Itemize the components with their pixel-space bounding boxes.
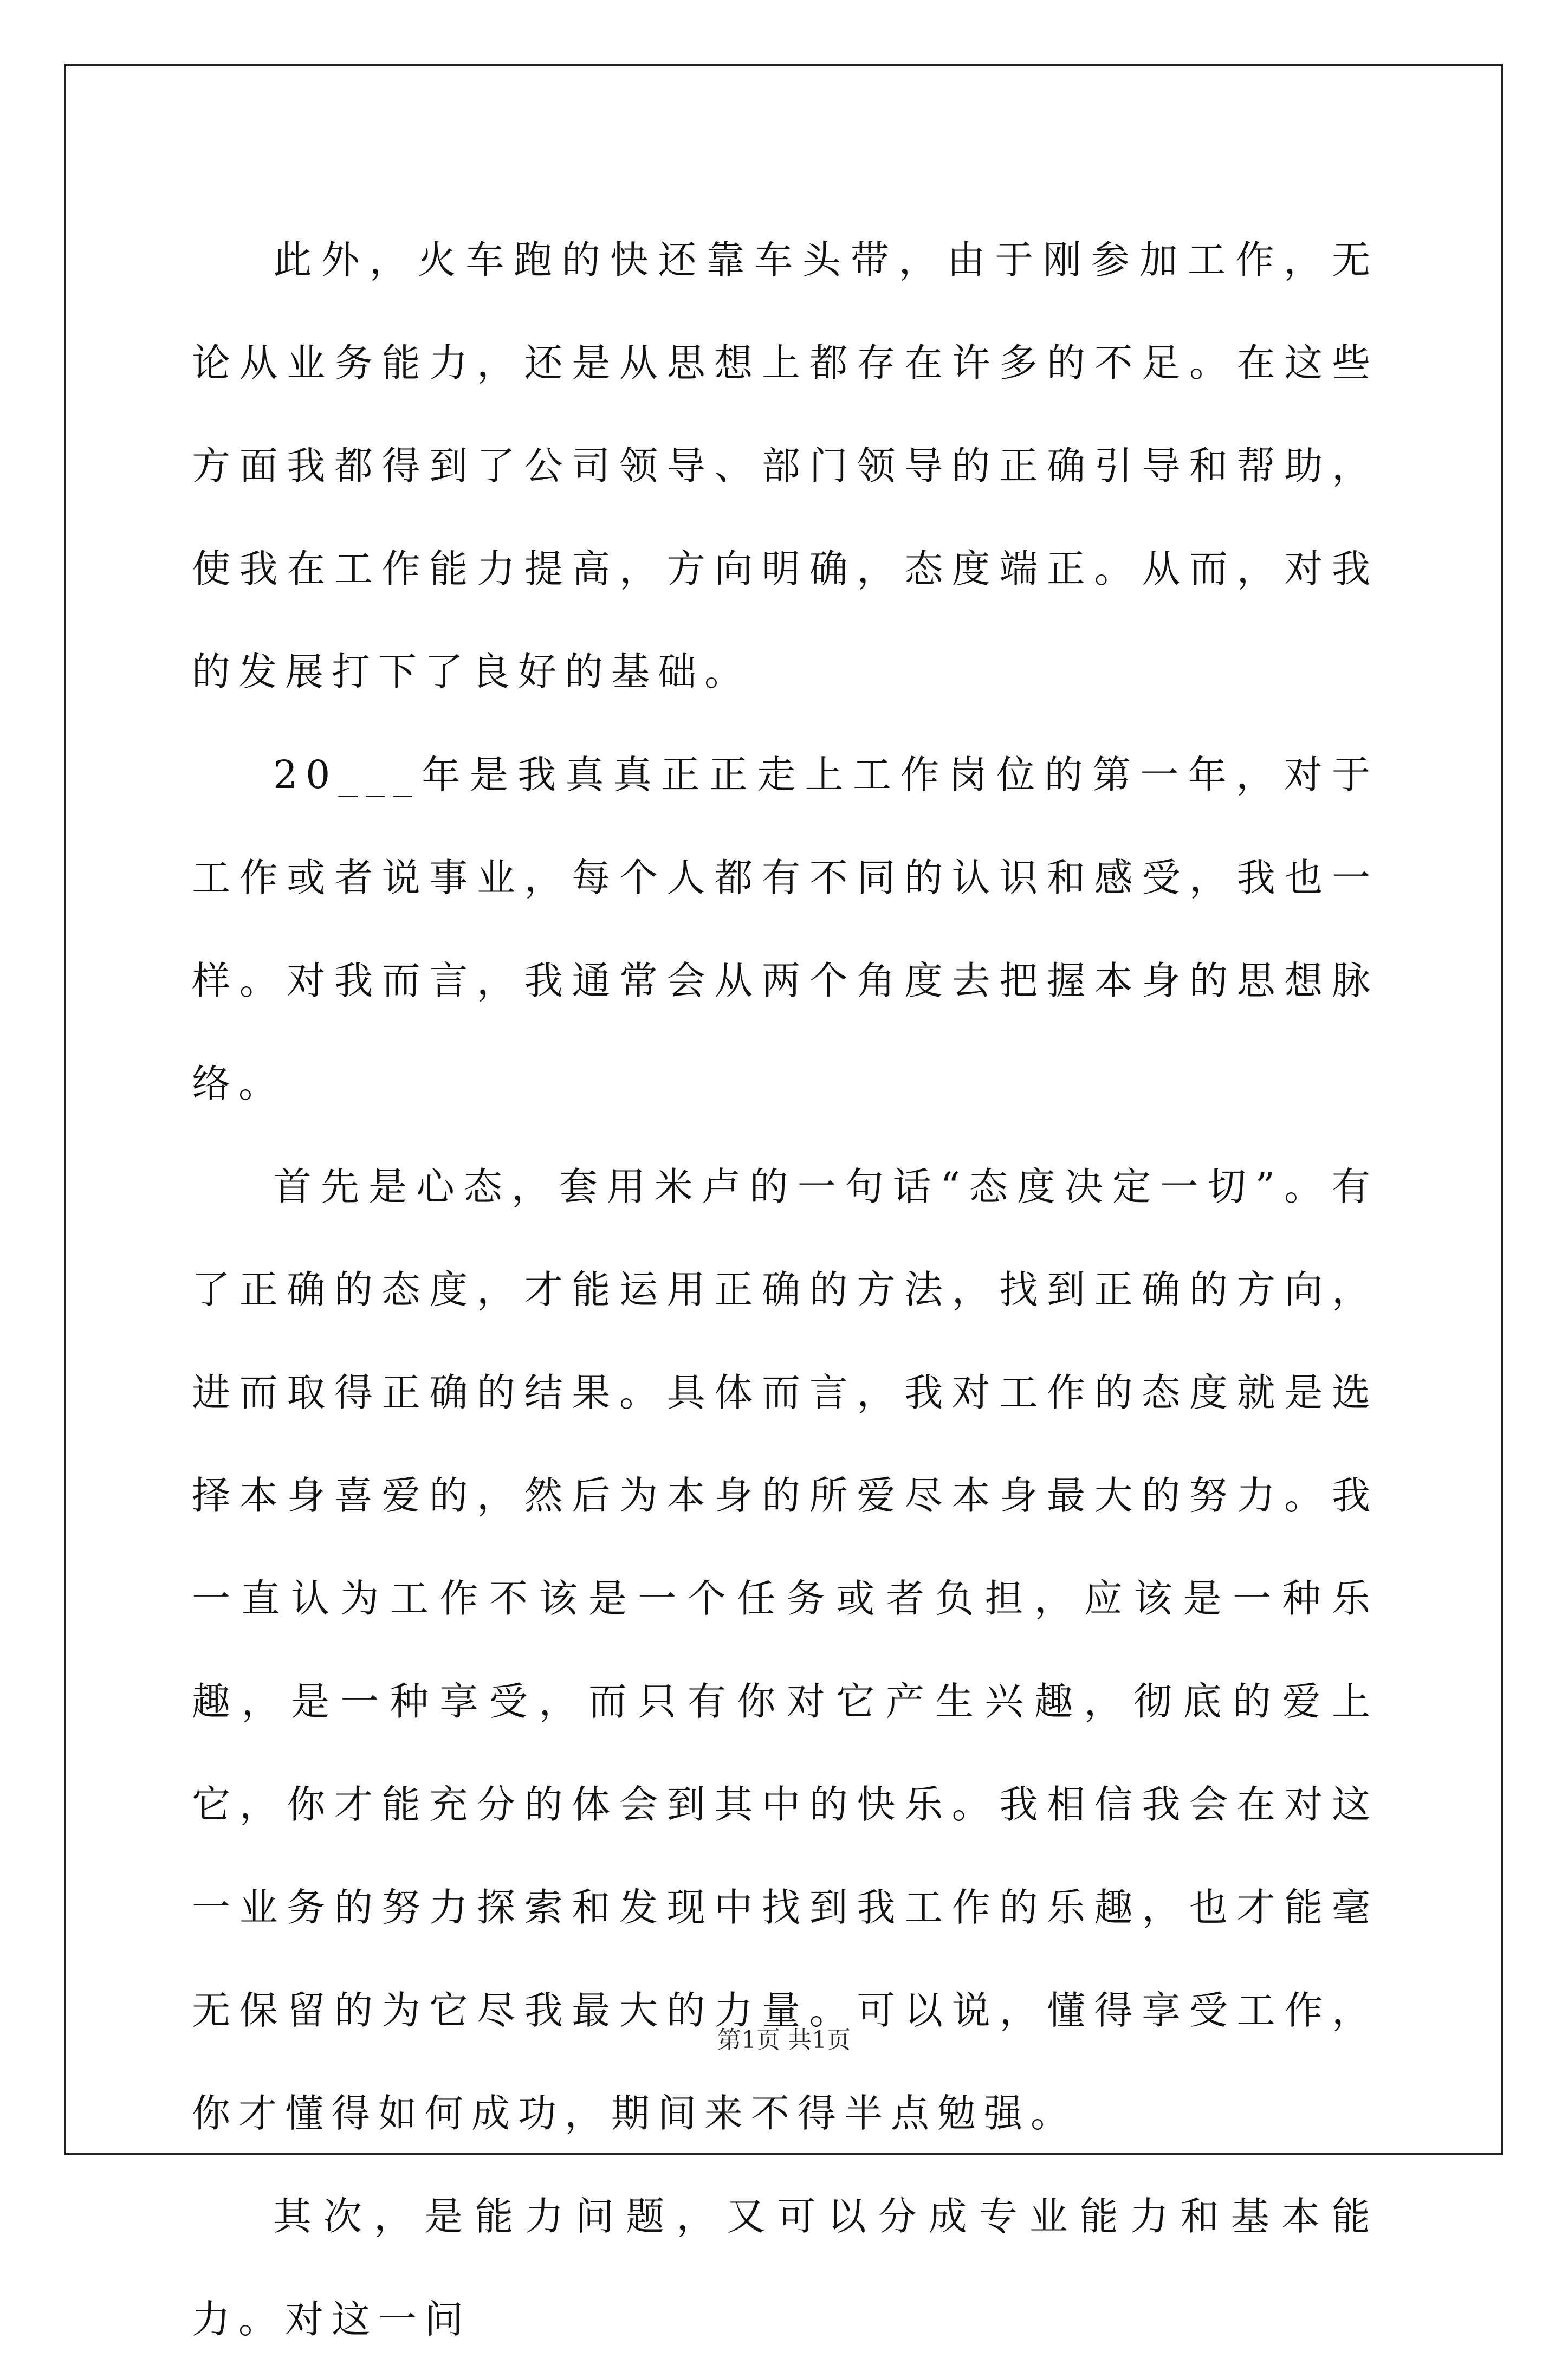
page-number-footer: 第1页 共1页 [717, 2026, 851, 2054]
paragraph-3: 首先是心态，套用米卢的一句话“态度决定一切”。有了正确的态度，才能运用正确的方法，找到正确的方向，进而取得正确的结果。具体而言，我对工作的态度就是选择本身喜爱的，然后为本身的所爱尽本身最大的努力。我一直认为工作不该是一个任务或者负担，应该是一种乐趣，是一种享受，而只有你对它产生兴趣，彻底的爱上它，你才能充分的体会到其中的快乐。我相信我会在对这一业务的努力探索和发现中找到我工作的乐趣，也才能毫无保留的为它尽我最大的力量。可以说，懂得享受工作，你才懂得如何成功，期间来不得半点勉强。 [192, 1164, 1378, 2136]
paragraph-1: 此外，火车跑的快还靠车头带，由于刚参加工作，无论从业务能力，还是从思想上都存在许多的不足。在这些方面我都得到了公司领导、部门领导的正确引导和帮助，使我在工作能力提高，方向明确，态度端正。从而，对我的发展打下了良好的基础。 [192, 237, 1378, 694]
paragraph-2: 20___年是我真真正正走上工作岗位的第一年，对于工作或者说事业，每个人都有不同的认识和感受，我也一样。对我而言，我通常会从两个角度去把握本身的思想脉络。 [192, 752, 1378, 1106]
paragraph-4: 其次，是能力问题，又可以分成专业能力和基本能力。对这一问 [192, 2194, 1378, 2342]
